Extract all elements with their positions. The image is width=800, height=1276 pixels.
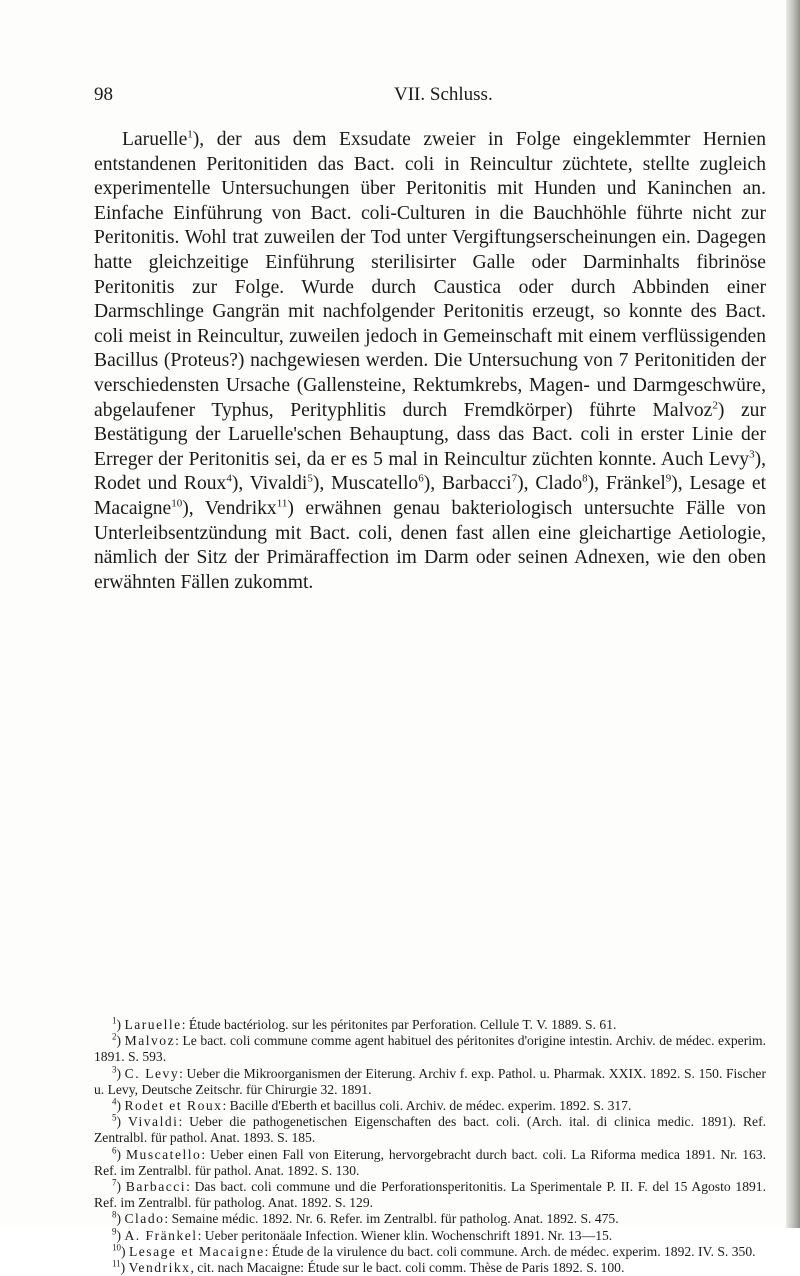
footnote-text: : Bacille d'Eberth et bacillus coli. Archiv. de médec. experim. 1892. S. 317. [222,1098,632,1114]
body-paragraph [94,128,766,595]
footnote-text: : Étude bactériolog. sur les péritonites par Perforation. Cellule T. V. 1889. S. 61. [181,1017,617,1032]
footnote-ref: 9 [665,472,672,485]
footnote-mark: 2 [112,1031,117,1042]
footnote-mark: 3 [112,1064,117,1075]
footnote-ref: 6 [418,472,424,485]
footnote-ref: 8 [582,472,588,485]
text-run: ), Vivaldi [231,473,308,495]
footnote: $^{11}$) Vendrikx, cit. nach Macaigne: Étude sur le bact. coli comm. Thèse de Paris 1892. S. 100. [112,1258,625,1276]
footnote-ref: 4 [226,472,232,485]
footnote-text: : Das bact. coli commune und die Perforationsperitonitis. La Sperimentale P. II. F. del 15 Agosto 1891. Ref. im Zentralbl. für patholog. Anat. 1892. S. 129. [94,1179,766,1211]
footnote-author: Rodet et Roux [124,1098,223,1114]
footnote: $^7$) Barbacci: Das bact. coli commune und die Perforationsperitonitis. La Sperimentale P. II. F. del 15 Agosto 1891. Ref. im Zentralbl. für patholog. Anat. 1892. S. 129. [94,1177,766,1211]
footnote: $^2$) Malvoz: Le bact. coli commune comme agent habituel des péritonites d'origine intestin. Archiv. de médec. experim. 1891. S. 593. [94,1031,766,1065]
text-run: ), Clado [517,473,583,495]
footnote-ref: 3 [749,448,755,461]
footnote-ref: 11 [276,497,288,510]
footnote-mark: 7 [112,1177,117,1188]
footnote-mark: 9 [112,1226,117,1237]
text-run: ), Fränkel [587,473,666,495]
footnote-text: , cit. nach Macaigne: Étude sur le bact. coli comm. Thèse de Paris 1892. S. 100. [190,1260,625,1276]
footnote: $^{10}$) Lesage et Macaigne: Étude de la virulence du bact. coli commune. Arch. de médec. experim. 1892. IV. S. 350. [112,1242,756,1259]
page-header [0,84,800,108]
footnote-text: : Étude de la virulence du bact. coli commune. Arch. de médec. experim. 1892. IV. S. 350. [264,1243,756,1259]
footnote-mark: 1 [112,1015,117,1026]
footnote-ref: 10 [171,497,183,510]
footnote-text: : Le bact. coli commune comme agent habituel des péritonites d'origine intestin. Archiv. de médec. experim. 1891. S. 593. [94,1033,766,1065]
footnote-text: : Ueber einen Fall von Eiterung, hervorgebracht durch bact. coli. La Riforma medica 1891. Nr. 163. Ref. im Zentralbl. für pathol. Anat. 1892. S. 130. [94,1146,766,1178]
footnote: $^6$) Muscatello: Ueber einen Fall von Eiterung, hervorgebracht durch bact. coli. La Riforma medica 1891. Nr. 163. Ref. im Zentralbl. für pathol. Anat. 1892. S. 130. [94,1145,766,1178]
page-number: 98 [94,84,113,105]
footnote-mark: 8 [112,1209,117,1220]
footnote-mark: 5 [112,1112,117,1123]
footnote-mark: 4 [112,1096,117,1107]
text-run: ) zur Bestätigung der Laruelle'schen Behauptung, dass das Bact. coli in erster Linie der Erreger der Peritonitis sei, da er es 5 mal in Reincultur züchten konnte. Auch Levy [94,399,766,470]
footnote-author: Laruelle [124,1017,182,1032]
footnote-text: : Ueber peritonäale Infection. Wiener klin. Wochenschrift 1891. Nr. 13—15. [197,1227,613,1243]
footnote-author: C. Levy [124,1065,180,1081]
text-run: ) erwähnen genau bakteriologisch untersuchte Fälle von Unterleibsentzündung mit Bact. coli, denen fast allen eine gleichartige Aetiologie, nämlich der Sitz der Primäraffection im Darm oder seinen Adnexen, wie den oben erwähnten Fällen zukommt. [94,497,766,593]
footnote: $^1$) Laruelle: Étude bactériolog. sur les péritonites par Perforation. Cellule T. V. 1889. S. 61. [112,1015,617,1032]
text-run: ), Muscatello [312,473,419,495]
footnote-mark: 11 [112,1258,121,1269]
footnote-mark: 6 [112,1145,117,1156]
text-run: ), Rodet und Roux [94,448,766,495]
footnote: $^8$) Clado: Semaine médic. 1892. Nr. 6. Refer. im Zentralbl. für patholog. Anat. 1892. S. 475. [112,1209,619,1227]
footnote-ref: 1 [187,128,193,141]
text-run: ), Vendrikx [182,497,277,519]
footnote: $^5$) Vivaldi: Ueber die pathogenetischen Eigenschaften des bact. coli. (Arch. ital. di clinica medic. 1891). Ref. Zentralbl. für pathol. Anat. 1893. S. 185. [94,1112,766,1146]
text-run: ), Barbacci [423,473,512,495]
footnote: $^4$) Rodet et Roux: Bacille d'Eberth et bacillus coli. Archiv. de médec. experim. 1892. S. 317. [112,1096,632,1114]
footnote-author: Vendrikx [128,1260,191,1276]
footnote-mark: 10 [112,1242,121,1253]
footnote-author: Vivaldi [127,1114,179,1130]
footnote-author: Barbacci [125,1179,187,1195]
footnote: $^3$) C. Levy: Ueber die Mikroorganismen der Eiterung. Archiv f. exp. Pathol. u. Pharmak. XXIX. 1892. S. 150. Fischer u. Levy, Deutsche Zeitschr. für Chirurgie 32. 1891. [94,1064,766,1097]
footnote-author: Malvoz [124,1033,176,1049]
text-run: ), Lesage et Macaigne [94,473,767,519]
text-run: Laruelle [122,129,188,150]
footnote: $^9$) A. Fränkel: Ueber peritonäale Infection. Wiener klin. Wochenschrift 1891. Nr. 13—15. [112,1226,613,1243]
footnote-author: Clado [124,1211,165,1227]
footnote-author: A. Fränkel [124,1227,198,1243]
footnote-ref: 5 [307,472,313,485]
footnote-author: Lesage et Macaigne [128,1243,265,1259]
running-head: VII. Schluss. [394,84,493,105]
footnotes [94,1017,766,1276]
footnote-text: : Semaine médic. 1892. Nr. 6. Refer. im Zentralbl. für patholog. Anat. 1892. S. 475. [164,1211,619,1227]
footnote-author: Muscatello [125,1146,202,1162]
text-run: ), der aus dem Exsudate zweier in Folge eingeklemmter Hernien entstandenen Peritonitiden das Bact. coli in Reincultur züchtete, stellte zugleich experimentelle Untersuchungen über Peritonitis mit Hunden und Kaninchen an. Einfache Einführung von Bact. coli-Culturen in die Bauchhöhle führte nicht zur Peritonitis. Wohl trat zuweilen der Tod unter Vergiftungserscheinungen ein. Dagegen hatte gleichzeitige Einführung sterilisirter Galle oder Darminhalts fibrinöse Peritonitis zur Folge. Wurde durch Caustica oder durch Abbinden einer Darmschlinge Gangrän mit nachfolgender Peritonitis erzeugt, so konnte des Bact. coli meist in Reincultur, zuweilen jedoch in Gemeinschaft mit einem verflüssigenden Bacillus (Proteus?) nachgewiesen werden. Die Untersuchung von 7 Peritonitiden der verschiedensten Ursache (Gallensteine, Rektumkrebs, Magen- und Darmgeschwüre, abgelaufener Typhus, Perityphlitis durch Fremdkörper) führte Malvoz [94,129,766,421]
footnote-text: : Ueber die pathogenetischen Eigenschaften des bact. coli. (Arch. ital. di clinica medic. 1891). Ref. Zentralbl. für pathol. Anat. 1893. S. 185. [94,1114,766,1146]
footnote-ref: 2 [712,399,718,411]
page-edge-shadow [786,0,800,1228]
footnote-text: : Ueber die Mikroorganismen der Eiterung. Archiv f. exp. Pathol. u. Pharmak. XXIX. 1892. S. 150. Fischer u. Levy, Deutsche Zeitschr. für Chirurgie 32. 1891. [94,1065,766,1097]
footnote-ref: 7 [511,472,518,485]
